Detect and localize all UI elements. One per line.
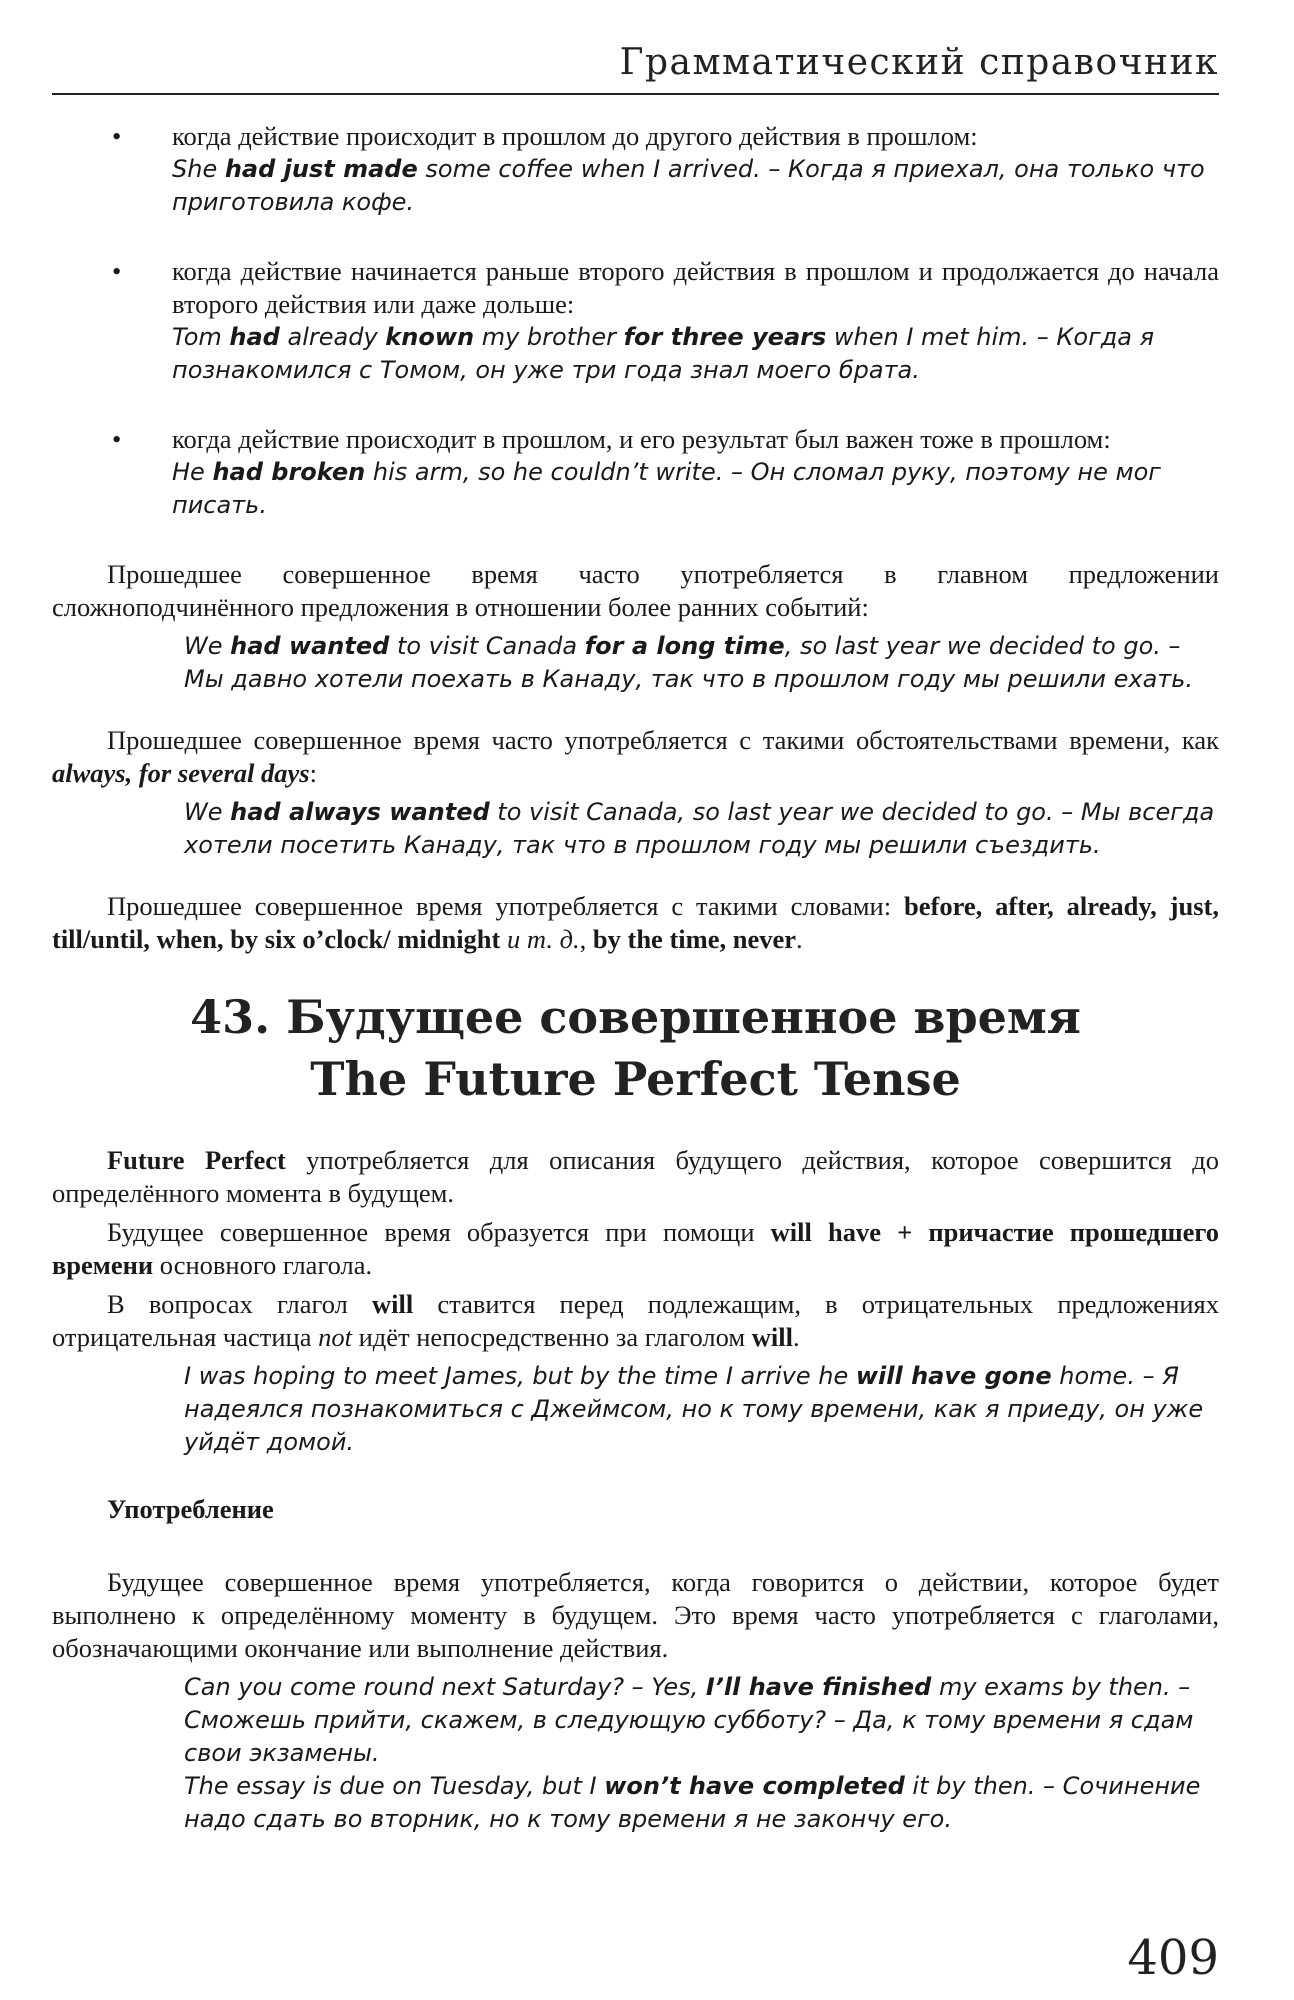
section-title-ru: 43. Будущее совершенное время <box>190 990 1081 1044</box>
bold-span: by the time, never <box>592 924 796 954</box>
bold-span: had broken <box>212 458 366 486</box>
bold-span: before, after, already, just, till/until, when, by six o’clock/ midnight <box>52 891 1219 954</box>
example-sentence: The essay is due on Tuesday, but I won’t have completed it by then. – Сочинение надо сдать во вторник, но к тому времени я не закончу его. <box>184 1772 1201 1833</box>
running-header: Грамматический справочник <box>619 42 1219 83</box>
bold-span: had wanted <box>230 632 390 660</box>
bold-span: Future Perfect <box>107 1145 286 1175</box>
bold-span: had <box>229 323 280 351</box>
example-sentence: Can you come round next Saturday? – Yes, I’ll have finished my exams by then. – Сможешь прийти, скажем, в следующую субботу? – Да, к тому времени я сдам свои экзамены. <box>184 1673 1194 1767</box>
bullet-text: когда действие происходит в прошлом до другого действия в прошлом: <box>172 121 978 151</box>
paragraph: Future Perfect употребляется для описания будущего действия, которое совершится до определённого момента в будущем. <box>52 1145 1219 1208</box>
example-sentence: He had broken his arm, so he couldn’t write. – Он сломал руку, поэтому не мог писать. <box>172 458 1161 519</box>
italic-span: и т. д. <box>507 924 580 954</box>
section-title <box>52 986 1219 1110</box>
example-sentence: She had just made some coffee when I arrived. – Когда я приехал, она только что приготовила кофе. <box>172 155 1205 216</box>
bold-span: will <box>372 1289 414 1319</box>
italic-span: not <box>318 1322 352 1352</box>
header-rule <box>52 93 1219 95</box>
example-sentence: Tom had already known my brother for three years when I met him. – Когда я познакомился с Томом, он уже три года знал моего брата. <box>172 323 1155 384</box>
bold-span: for a long time <box>584 632 785 660</box>
bold-span: I’ll have finished <box>705 1673 932 1701</box>
paragraph: Будущее совершенное время образуется при помощи will have + причастие прошедшего времени основного глагола. <box>52 1217 1219 1280</box>
bullet-marker: • <box>112 256 122 286</box>
bold-span: won’t have completed <box>604 1772 905 1800</box>
bullet-marker: • <box>112 121 122 151</box>
bullet-item <box>52 423 1219 522</box>
bullet-item <box>52 255 1219 387</box>
paragraph: Прошедшее совершенное время часто употребляется с такими обстоятельствами времени, как always, for several days: <box>52 725 1219 788</box>
bullet-item <box>52 120 1219 219</box>
bold-span: will have gone <box>855 1362 1052 1390</box>
paragraph: Прошедшее совершенное время часто употребляется в главном предложении сложноподчинённого предложения в отношении более ранних событий: <box>52 559 1219 622</box>
bold-span: known <box>385 323 475 351</box>
paragraph: Будущее совершенное время употребляется, когда говорится о действии, которое будет выполнено к определённому моменту в будущем. Это время часто употребляется с глаголами, обозначающими окончание или выполнение действия. <box>52 1567 1219 1663</box>
example-sentence: We had always wanted to visit Canada, so last year we decided to go. – Мы всегда хотели посетить Канаду, так что в прошлом году мы решили съездить. <box>184 798 1215 859</box>
bullet-text: когда действие начинается раньше второго действия в прошлом и продолжается до начала второго действия или даже дольше: <box>172 256 1219 319</box>
bullet-marker: • <box>112 424 122 454</box>
page-number: 409 <box>1127 1930 1219 1986</box>
bold-span: had just made <box>224 155 418 183</box>
paragraph: В вопросах глагол will ставится перед подлежащим, в отрицательных предложениях отрицательная частица not идёт непосредственно за глаголом will. <box>52 1289 1219 1352</box>
example-sentence: We had wanted to visit Canada for a long time, so last year we decided to go. – Мы давно хотели поехать в Канаду, так что в прошлом году мы решили ехать. <box>184 632 1194 693</box>
page-content <box>52 120 1219 1836</box>
subheading: Употребление <box>107 1494 274 1524</box>
bold-span: will <box>751 1322 793 1352</box>
bold-span: had always wanted <box>230 798 490 826</box>
bold-italic-span: always, for several days <box>52 758 310 788</box>
section-title-en: The Future Perfect Tense <box>310 1052 961 1106</box>
bold-span: will have + причастие прошедшего времени <box>52 1217 1219 1280</box>
paragraph: Прошедшее совершенное время употребляется с такими словами: before, after, already, just, till/until, when, by six o’clock/ midnight и т. д., by the time, never. <box>52 891 1219 954</box>
example-sentence: I was hoping to meet James, but by the time I arrive he will have gone home. – Я надеялся познакомиться с Джеймсом, но к тому времени, как я приеду, он уже уйдёт домой. <box>184 1362 1204 1456</box>
bold-span: for three years <box>623 323 827 351</box>
bullet-text: когда действие происходит в прошлом, и его результат был важен тоже в прошлом: <box>172 424 1111 454</box>
